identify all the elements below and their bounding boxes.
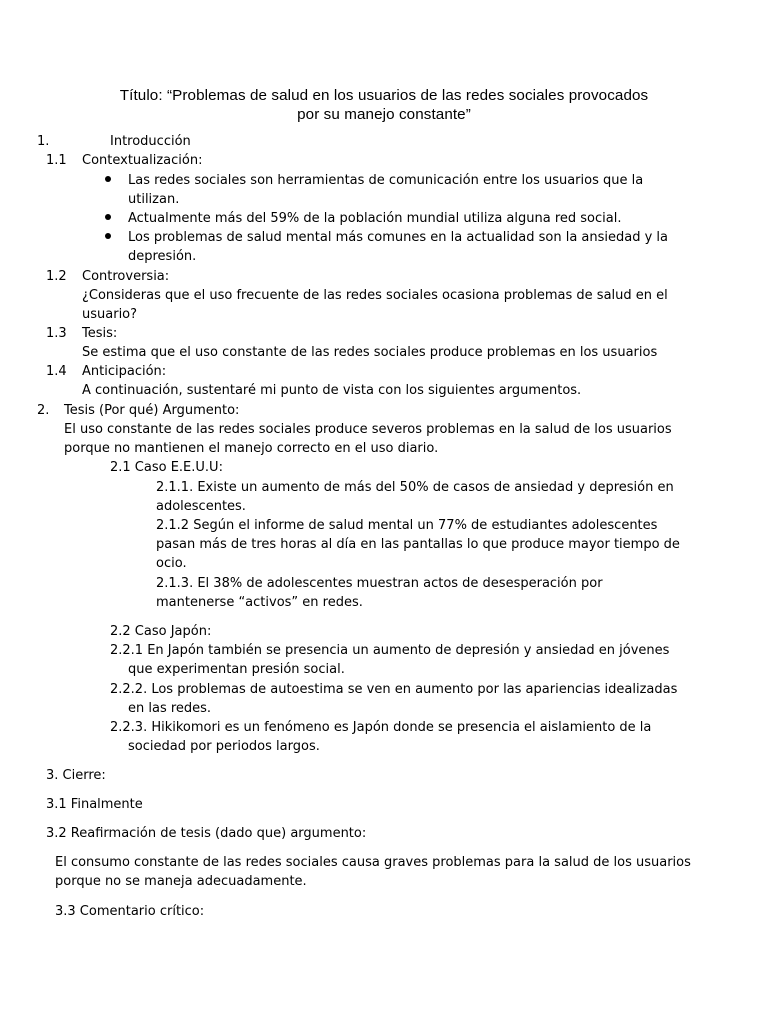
list-item-line: sociedad por periodos largos. [128,739,320,754]
subsection-3-1-heading: 3.1 Finalmente [46,797,143,812]
section-1-1-heading: Contextualización: [82,153,203,168]
bullet-text: depresión. [128,249,197,264]
section-3-heading: 3. Cierre: [46,768,106,783]
paragraph-line: A continuación, sustentaré mi punto de vista con los siguientes argumentos. [82,383,582,398]
list-item-line: ocio. [156,556,187,571]
bullet-text: utilizan. [128,192,180,207]
section-2-number: 2. [37,403,50,418]
list-item-line: en las redes. [128,701,212,716]
list-item-line: 2.1.3. El 38% de adolescentes muestran actos de desesperación por [156,576,603,591]
list-item-line: pasan más de tres horas al día en las pantallas lo que produce mayor tiempo de [156,537,680,552]
section-1-2-heading: Controversia: [82,269,170,284]
bullet-dot-icon [105,214,111,220]
paragraph-line: Se estima que el uso constante de las redes sociales produce problemas en los usuarios [82,345,658,360]
section-1-3-heading: Tesis: [82,326,118,341]
document-title [100,86,668,124]
list-item-line: 2.1.2 Según el informe de salud mental un 77% de estudiantes adolescentes [156,518,658,533]
subsection-3-2-heading: 3.2 Reafirmación de tesis (dado que) argumento: [46,826,367,841]
section-1-2-number: 1.2 [46,269,67,284]
paragraph-line: porque no se maneja adecuadamente. [55,874,307,889]
paragraph-line: El consumo constante de las redes sociales causa graves problemas para la salud de los usuarios [55,855,691,870]
list-item-line: 2.2.3. Hikikomori es un fenómeno es Japón donde se presencia el aislamiento de la [110,720,652,735]
bullet-text: Actualmente más del 59% de la población mundial utiliza alguna red social. [128,211,622,226]
list-item-line: que experimentan presión social. [128,662,345,677]
section-1-3-number: 1.3 [46,326,67,341]
subsection-2-1-heading: 2.1 Caso E.E.U.U: [110,460,223,475]
list-item-line: 2.1.1. Existe un aumento de más del 50% de casos de ansiedad y depresión en [156,480,674,495]
bullet-text: Las redes sociales son herramientas de comunicación entre los usuarios que la [128,173,644,188]
subsection-2-2-heading: 2.2 Caso Japón: [110,624,212,639]
section-1-heading: Introducción [110,134,191,149]
list-item-line: 2.2.2. Los problemas de autoestima se ven en aumento por las apariencias idealizadas [110,682,678,697]
list-item-line: mantenerse “activos” en redes. [156,595,363,610]
list-item-line: adolescentes. [156,499,246,514]
paragraph-line: porque no mantienen el manejo correcto en el uso diario. [64,441,439,456]
section-2-heading: Tesis (Por qué) Argumento: [64,403,240,418]
subsection-3-3-heading: 3.3 Comentario crítico: [55,904,205,919]
list-item-line: 2.2.1 En Japón también se presencia un aumento de depresión y ansiedad en jóvenes [110,643,670,658]
bullet-dot-icon [105,233,111,239]
bullet-text: Los problemas de salud mental más comunes en la actualidad son la ansiedad y la [128,230,669,245]
paragraph-line: usuario? [82,307,138,322]
paragraph-line: El uso constante de las redes sociales produce severos problemas en la salud de los usuarios [64,422,672,437]
section-1-number: 1. [37,134,50,149]
title-line: por su manejo constante” [297,106,471,123]
section-1-4-number: 1.4 [46,364,67,379]
section-1-4-heading: Anticipación: [82,364,167,379]
bullet-dot-icon [105,176,111,182]
title-line: Título: “Problemas de salud en los usuarios de las redes sociales provocados [119,87,649,104]
paragraph-line: ¿Consideras que el uso frecuente de las redes sociales ocasiona problemas de salud en el [82,288,668,303]
section-1-1-number: 1.1 [46,153,67,168]
